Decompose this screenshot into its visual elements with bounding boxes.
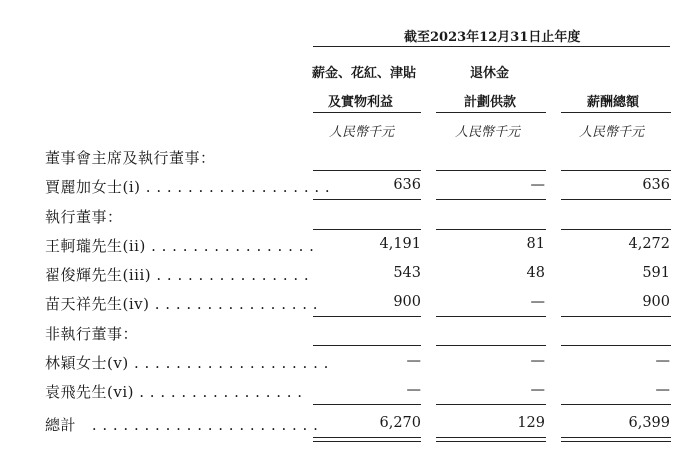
director-name: 賈麗加女士(i) bbox=[45, 178, 141, 196]
cell-c3: 4,272 bbox=[628, 236, 670, 252]
row-name bbox=[45, 293, 318, 314]
director-name: 林穎女士(v) bbox=[45, 354, 129, 372]
total-double-rule-col2 bbox=[436, 437, 546, 442]
director-name: 苗天祥先生(iv) bbox=[45, 295, 150, 313]
row-top-rule-col1 bbox=[313, 229, 421, 230]
col1-header-underline bbox=[313, 112, 421, 113]
leader-dots: . . . . . . . . . . . . . . . bbox=[156, 266, 310, 284]
director-name: 翟俊輝先生(iii) bbox=[45, 266, 152, 284]
row-name bbox=[45, 381, 303, 402]
col1-unit: 人民幣千元 bbox=[329, 125, 395, 140]
leader-dots: . . . . . . . . . . . . . . . . bbox=[154, 295, 319, 313]
total-label: 總計 bbox=[45, 416, 77, 434]
row-top-rule-col3 bbox=[561, 229, 671, 230]
cell-c3: 900 bbox=[642, 294, 670, 310]
cell-c1: 636 bbox=[393, 177, 421, 193]
cell-c1: — bbox=[406, 382, 421, 398]
row-bottom-rule-col2 bbox=[436, 404, 546, 405]
row-bottom-rule-col2 bbox=[436, 316, 546, 317]
col1-header-line1: 薪金、花紅、津貼 bbox=[312, 66, 417, 81]
section-title: 非執行董事： bbox=[45, 325, 139, 343]
cell-c2: 81 bbox=[526, 236, 545, 252]
row-bottom-rule-col1 bbox=[313, 199, 421, 200]
cell-c2: — bbox=[530, 177, 545, 193]
row-name bbox=[45, 352, 329, 373]
director-name: 袁飛先生(vi) bbox=[45, 383, 134, 401]
total-row-name bbox=[45, 414, 318, 435]
col2-header-underline bbox=[436, 112, 546, 113]
cell-c3: 591 bbox=[642, 265, 670, 281]
leader-dots: . . . . . . . . . . . . . . . . . . bbox=[145, 178, 331, 196]
cell-c2: — bbox=[530, 294, 545, 310]
col2-header-line1: 退休金 bbox=[470, 66, 510, 81]
cell-c1: — bbox=[406, 353, 421, 369]
row-top-rule-col1 bbox=[313, 345, 421, 346]
row-bottom-rule-col2 bbox=[436, 199, 546, 200]
director-name: 王軻瓏先生(ii) bbox=[45, 237, 146, 255]
period-header: 截至2023年12月31日止年度 bbox=[404, 30, 581, 45]
cell-c1: 900 bbox=[393, 294, 421, 310]
row-top-rule-col3 bbox=[561, 170, 671, 171]
row-bottom-rule-col1 bbox=[313, 404, 421, 405]
cell-c3: — bbox=[655, 382, 670, 398]
row-bottom-rule-col3 bbox=[561, 199, 671, 200]
section-title: 執行董事： bbox=[45, 208, 123, 226]
col3-unit: 人民幣千元 bbox=[579, 125, 645, 140]
period-underline bbox=[313, 46, 670, 47]
total-double-rule-col3 bbox=[561, 437, 671, 442]
total-c3: 6,399 bbox=[628, 415, 670, 431]
leader-dots: . . . . . . . . . . . . . . . . bbox=[151, 237, 315, 255]
section-title: 董事會主席及執行董事： bbox=[45, 149, 216, 167]
row-bottom-rule-col3 bbox=[561, 404, 671, 405]
row-top-rule-col1 bbox=[313, 170, 421, 171]
cell-c2: — bbox=[530, 382, 545, 398]
total-c1: 6,270 bbox=[379, 415, 421, 431]
cell-c1: 543 bbox=[393, 265, 421, 281]
total-c2: 129 bbox=[517, 415, 545, 431]
col2-unit: 人民幣千元 bbox=[455, 125, 521, 140]
col2-header-line2: 計劃供款 bbox=[464, 95, 517, 110]
row-top-rule-col2 bbox=[436, 170, 546, 171]
cell-c1: 4,191 bbox=[379, 236, 421, 252]
leader-dots: . . . . . . . . . . . . . . . . bbox=[139, 383, 303, 401]
col1-header-line2: 及實物利益 bbox=[328, 95, 394, 110]
col3-header-line2: 薪酬總額 bbox=[587, 95, 640, 110]
row-name bbox=[45, 235, 314, 256]
col3-header-underline bbox=[561, 112, 671, 113]
row-top-rule-col3 bbox=[561, 345, 671, 346]
row-name bbox=[45, 176, 330, 197]
cell-c2: — bbox=[530, 353, 545, 369]
leader-dots: . . . . . . . . . . . . . . . . . . . bbox=[133, 354, 329, 372]
row-bottom-rule-col3 bbox=[561, 316, 671, 317]
leader-dots: . . . . . . . . . . . . . . . . . . . . . . bbox=[91, 416, 319, 434]
cell-c3: — bbox=[655, 353, 670, 369]
row-top-rule-col2 bbox=[436, 345, 546, 346]
cell-c2: 48 bbox=[526, 265, 545, 281]
row-name bbox=[45, 264, 309, 285]
total-double-rule-col1 bbox=[313, 437, 421, 442]
row-bottom-rule-col1 bbox=[313, 316, 421, 317]
cell-c3: 636 bbox=[642, 177, 670, 193]
row-top-rule-col2 bbox=[436, 229, 546, 230]
